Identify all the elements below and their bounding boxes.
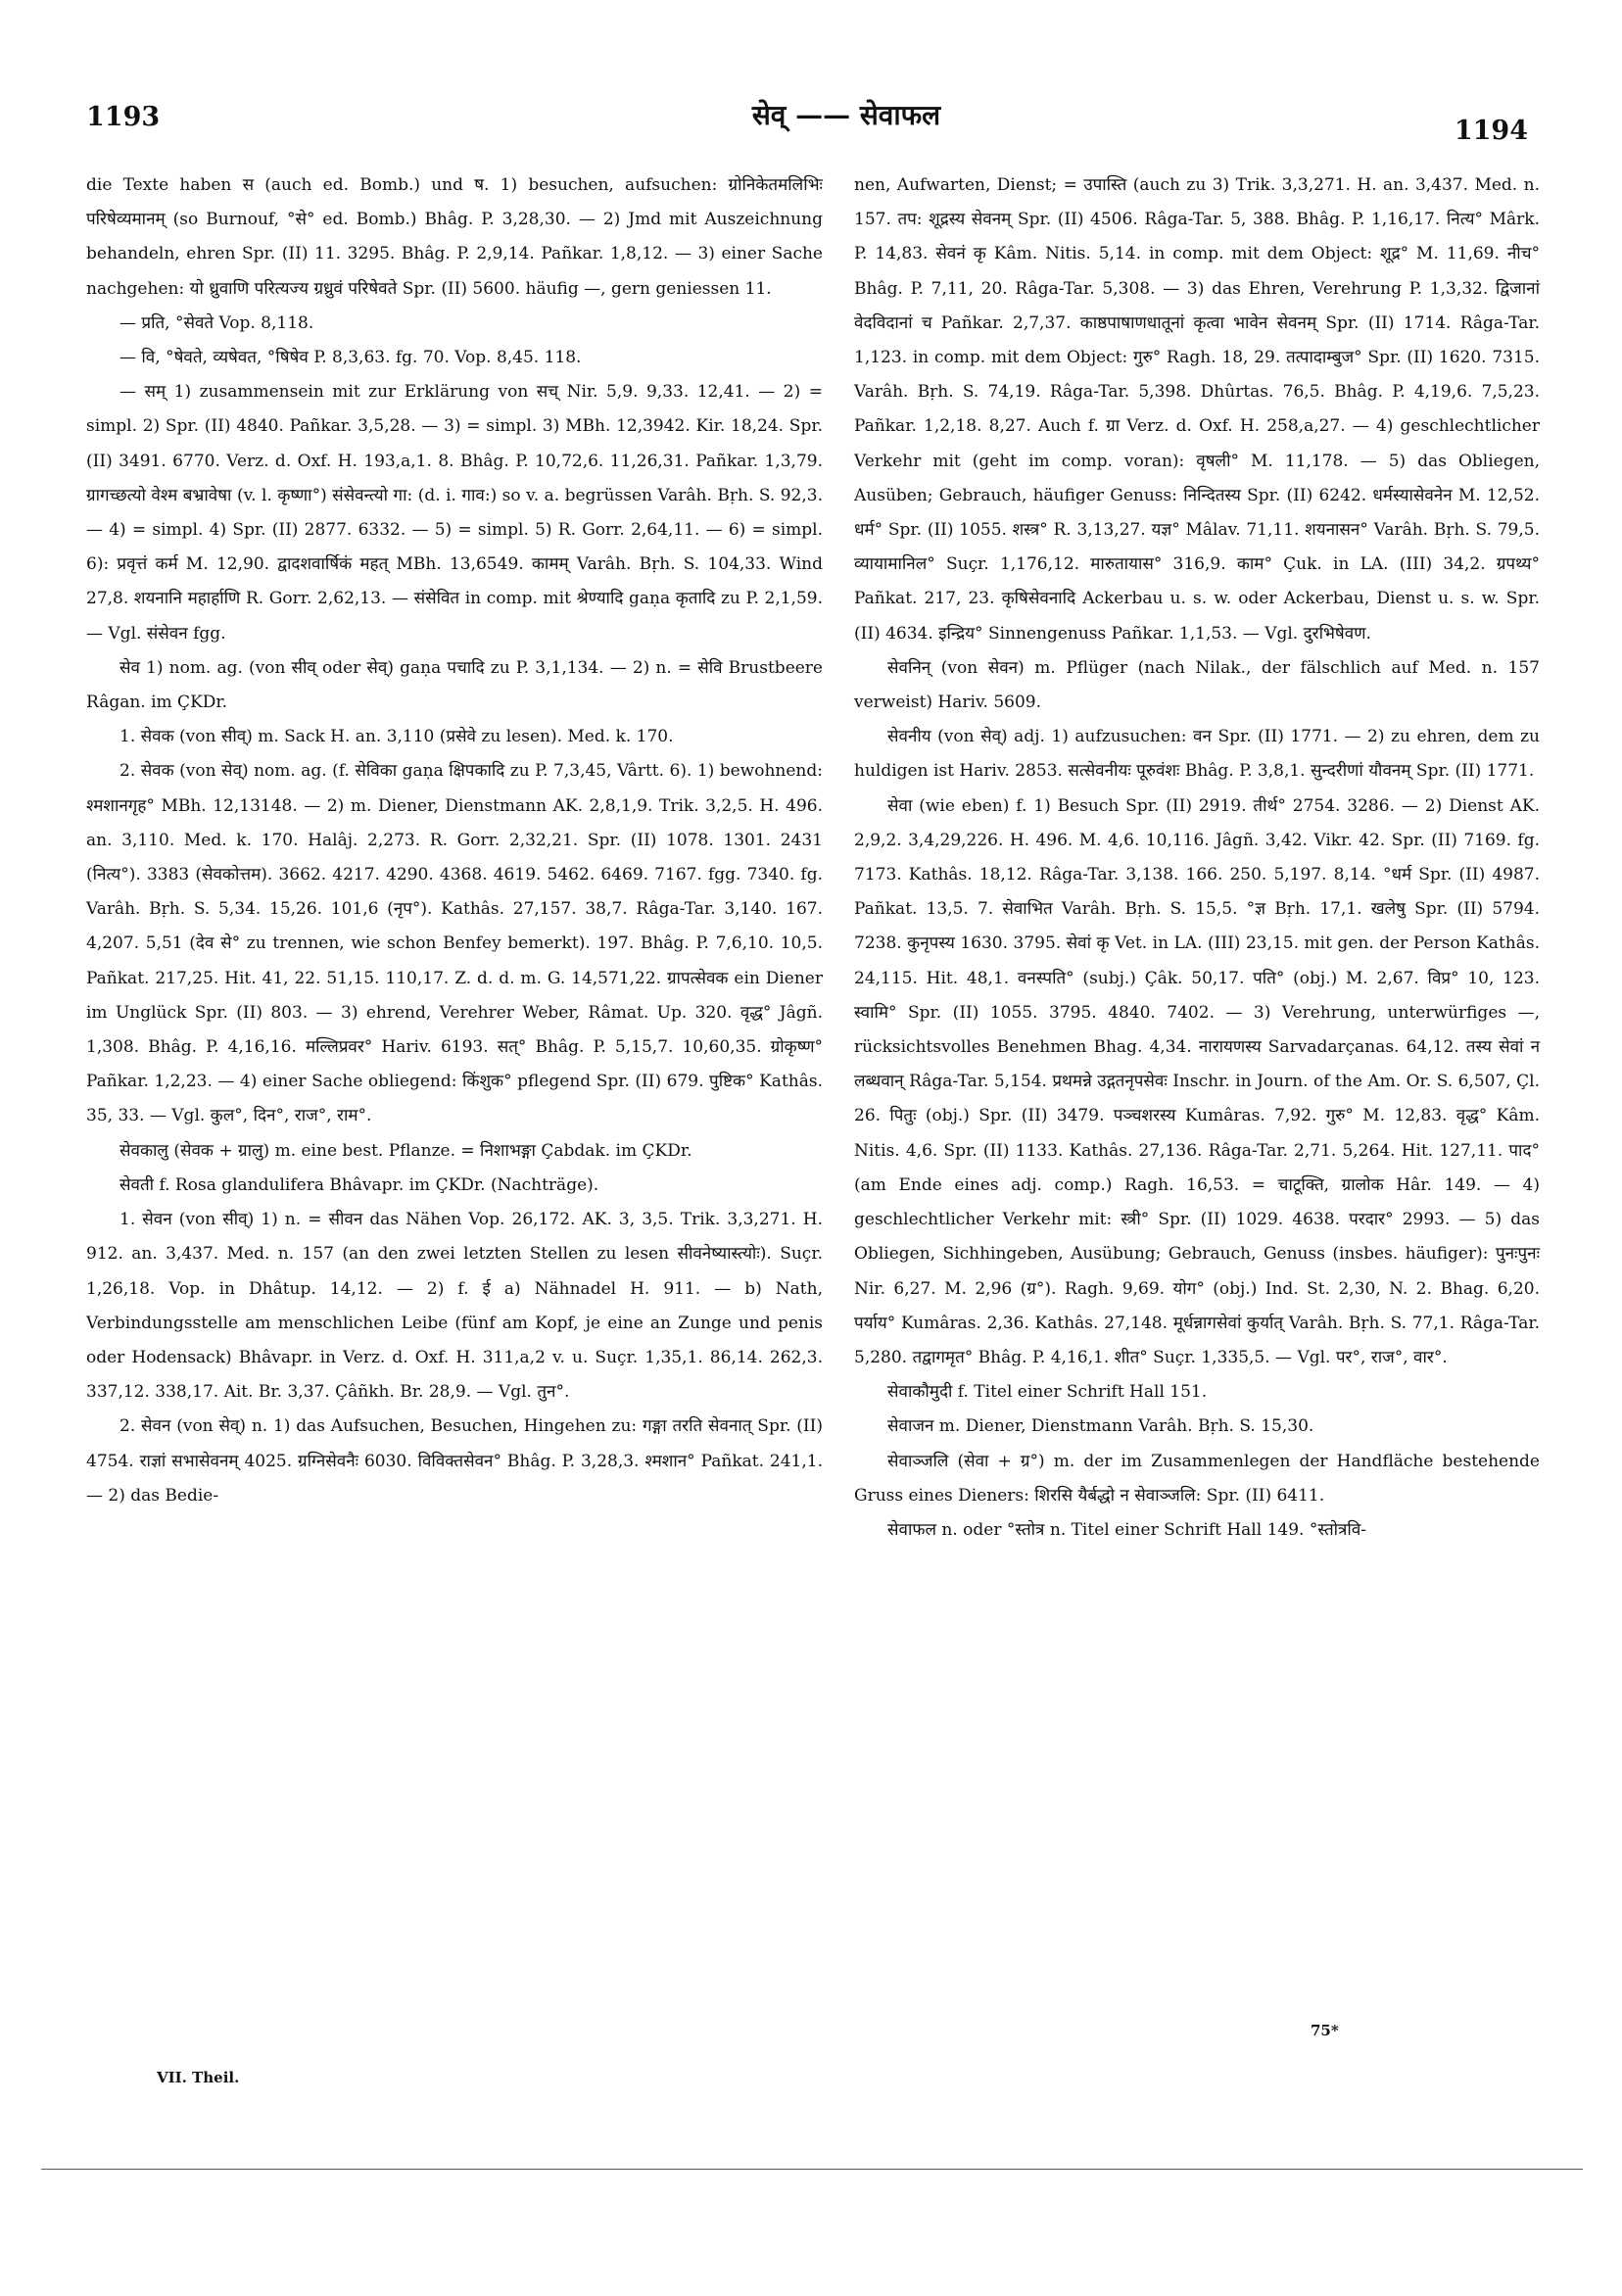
entry-paragraph: सेवती f. Rosa glandulifera Bhâvapr. im ÇKDr. (Nachträge). (119, 1174, 599, 1195)
entry-paragraph: सेवा (wie eben) f. 1) Besuch Spr. (II) 2919. तीर्थ° 2754. 3286. — 2) Dienst AK. 2,9,2. 3,4,29,226. H. 496. M. 4,6. 10,116. Jâgñ. 3,42. Vikr. 42. Spr. (II) 7169. fg. 7173. Kathâs. 18,12. Râga-Tar. 3,138. 166. 250. 5,197. 8,14. °धर्म Spr. (II) 4987. Pañkat. 13,5. 7. सेवाभित Varâh. Bṛh. S. 15,5. °ज्ञ Bṛh. 17,1. खलेषु Spr. (II) 5794. 7238. कुनृपस्य 1630. 3795. सेवां कृ Vet. in LA. (III) 23,15. mit gen. der Person Kathâs. 24,115. Hit. 48,1. वनस्पति° (subj.) Çâk. 50,17. पति° (obj.) M. 2,67. विप्र° 10, 123. स्वामि° Spr. (II) 1055. 3795. 4840. 7402. — 3) Verehrung, unterwürfiges —, rücksichtsvolles Benehmen Bhag. 4,34. नारायणस्य Sarvadarçanas. 64,12. तस्य सेवां न लब्धवान् Râga-Tar. 5,154. प्रथमन्ने उद्गतनृपसेवः Inschr. in Journ. of the Am. Or. S. 6,507, Çl. 26. पितुः (obj.) Spr. (II) 3479. पञ्चशरस्य Kumâras. 7,92. गुरु° M. 12,83. वृद्ध° Kâm. Nitis. 4,6. Spr. (II) 1133. Kathâs. 27,136. Râga-Tar. 2,71. 5,264. Hit. 127,11. पाद° (am Ende eines adj. comp.) Ragh. 16,53. = चाटूक्ति, ग्रालोक Hâr. 149. — 4) geschlechtlicher Verkehr mit: स्त्री° Spr. (II) 1029. 4638. परदार° 2993. — 5) das Obliegen, Sichhingeben, Ausübung; Gebrauch, Genuss (insbes. häufiger): पुनःपुनः Nir. 6,27. M. 2,96 (ग्र°). Ragh. 9,69. योग° (obj.) Ind. St. 2,30, N. 2. Bhag. 6,20. पर्याय° Kumâras. 2,36. Kathâs. 27,148. मूर्धन्नागसेवां कुर्यात् Varâh. Bṛh. S. 77,1. Râga-Tar. 5,280. तद्वागमृत° Bhâg. P. 4,16,1. शीत° Suçr. 1,335,5. — Vgl. पर°, राज°, वार°. (854, 795, 1540, 1367)
page-number-right: 1194 (1454, 116, 1528, 146)
entry-paragraph: 2. सेवन (von सेव्) n. 1) das Aufsuchen, Besuchen, Hingehen zu: गङ्गा तरति सेवनात् Spr. (II) 4754. राज्ञां सभासेवनम् 4025. ग्रग्निसेवनैः 6030. विविक्तसेवन° Bhâg. P. 3,28,3. श्मशान° Pañkat. 241,1. — 2) das Bedie- (86, 1416, 823, 1506)
entry-paragraph: सेवनिन् (von सेवन) m. Pflüger (nach Nilak., der fälschlich auf Med. n. 157 verweist) Hariv. 5609. (854, 657, 1540, 713)
left-column (86, 168, 823, 1513)
entry-paragraph: die Texte haben स (auch ed. Bomb.) und ष. 1) besuchen, aufsuchen: ग्रोनिकेतमलिभिः परिषेव्यमानम् (so Burnouf, °से° ed. Bomb.) Bhâg. P. 3,28,30. — 2) Jmd mit Auszeichnung behandeln, ehren Spr. (II) 11. 3295. Bhâg. P. 2,9,14. Pañkar. 1,8,12. — 3) einer Sache nachgehen: यो ध्रुवाणि परित्यज्य ग्रध्रुवं परिषेवते Spr. (II) 5600. häufig —, gern geniessen 11. (86, 175, 823, 299)
entry-paragraph: — वि, °षेवते, व्यषेवत, °षिषेव P. 8,3,63. fg. 70. Vop. 8,45. 118. (119, 348, 582, 368)
right-column (854, 168, 1540, 1548)
entry-paragraph: 1. सेवन (von सीव्) 1) n. = सीवन das Nähen Vop. 26,172. AK. 3, 3,5. Trik. 3,3,271. H. 912. an. 3,437. Med. n. 157 (an den zwei letzten Stellen zu lesen सीवनेष्यास्त्योः). Suçr. 1,26,18. Vop. in Dhâtup. 14,12. — 2) f. ई a) Nähnadel H. 911. — b) Nath, Verbindungsstelle am menschlichen Leibe (fünf am Kopf, je eine an Zunge und penis oder Hodensack) Bhâvapr. in Verz. d. Oxf. H. 311,a,2 v. u. Suçr. 1,35,1. 86,14. 262,3. 337,12. 338,17. Ait. Br. 3,37. Çâñkh. Br. 28,9. — Vgl. तुन°. (86, 1210, 823, 1403)
volume-footer: VII. Theil. (157, 2069, 240, 2086)
entry-paragraph: — प्रति, °सेवते Vop. 8,118. (119, 312, 314, 333)
page-number-left: 1193 (86, 102, 161, 132)
entry-paragraph: 2. सेवक (von सेव्) nom. ag. (f. सेविका gaṇa क्षिपकादि zu P. 7,3,45, Vârtt. 6). 1) bewohnend: श्मशानगृह° MBh. 12,13148. — 2) m. Diener, Dienstmann AK. 2,8,1,9. Trik. 3,2,5. H. 496. an. 3,110. Med. k. 170. Halâj. 2,273. R. Gorr. 2,32,21. Spr. (II) 1078. 1301. 2431 (नित्य°). 3383 (सेवकोत्तम). 3662. 4217. 4290. 4368. 4619. 5462. 6469. 7167. fgg. 7340. fg. Varâh. Bṛh. S. 5,34. 15,26. 101,6 (नृप°). Kathâs. 27,157. 38,7. Râga-Tar. 3,140. 167. 4,207. 5,51 (देव से° zu trennen, wie schon Benfey bemerkt). 197. Bhâg. P. 7,6,10. 10,5. Pañkat. 217,25. Hit. 41, 22. 51,15. 110,17. Z. d. d. m. G. 14,571,22. ग्रापत्सेवक ein Diener im Unglück Spr. (II) 803. — 3) ehrend, Verehrer Weber, Râmat. Up. 320. वृद्ध° Jâgñ. 1,308. Bhâg. P. 4,16,16. मल्लिप्रवर° Hariv. 6193. सत्° Bhâg. P. 5,15,7. 10,60,35. ग्रोकृष्ण° Pañkar. 1,2,23. — 4) einer Sache obliegend: किंशुक° pflegend Spr. (II) 679. पुष्टिक° Kathâs. 35, 33. — Vgl. कुल°, दिन°, राज°, राम°. (86, 761, 823, 1126)
entry-paragraph: nen, Aufwarten, Dienst; = उपास्ति (auch zu 3) Trik. 3,3,271. H. an. 3,437. Med. n. 157. तप: शूद्रस्य सेवनम् Spr. (II) 4506. Râga-Tar. 5, 388. Bhâg. P. 1,16,17. नित्य° Mârk. P. 14,83. सेवनं कृ Kâm. Nitis. 5,14. in comp. mit dem Object: शूद्र° M. 11,69. नीच° Bhâg. P. 7,11, 20. Râga-Tar. 5,308. — 3) das Ehren, Verehrung P. 1,3,32. द्विजानां वेदविदानां च Pañkar. 2,7,37. काष्ठपाषाणधातूनां कृत्वा भावेन सेवनम् Spr. (II) 1714. Râga-Tar. 1,123. in comp. mit dem Object: गुरु° Ragh. 18, 29. तत्पादाम्बुज° Spr. (II) 1620. 7315. Varâh. Bṛh. S. 74,19. Râga-Tar. 5,398. Dhûrtas. 76,5. Bhâg. P. 4,19,6. 7,5,23. Pañkar. 1,2,18. 8,27. Auch f. ग्रा Verz. d. Oxf. H. 258,a,27. — 4) geschlechtlicher Verkehr mit (geht im comp. voran): वृषली° M. 11,178. — 5) das Obliegen, Ausüben; Gebrauch, häufiger Genuss: निन्दितस्य Spr. (II) 6242. धर्मस्यासेवनेन M. 12,52. धर्म° Spr. (II) 1055. शस्त्र° R. 3,13,27. यज्ञ° Mâlav. 71,11. शयनासन° Varâh. Bṛh. S. 79,5. व्यायामानिल° Suçr. 1,176,12. मारुतायास° 316,9. काम° Çuk. in LA. (III) 34,2. ग्रपथ्य° Pañkat. 217, 23. कृषिसेवनादि Ackerbau u. s. w. oder Ackerbau, Dienst u. s. w. Spr. (II) 4634. इन्द्रिय° Sinnengenuss Pañkar. 1,1,53. — Vgl. दुरभिषेवण. (854, 175, 1540, 644)
bottom-rule (41, 2169, 1583, 2170)
entry-paragraph: 1. सेवक (von सीव्) m. Sack H. an. 3,110 (प्रसेवे zu lesen). Med. k. 170. (119, 727, 674, 747)
signature-mark: 75* (1311, 2022, 1339, 2039)
entry-paragraph: सेवनीय (von सेव्) adj. 1) aufzusuchen: वन Spr. (II) 1771. — 2) zu ehren, dem zu huldigen ist Hariv. 2853. सत्सेवनीयः पूरुवंशः Bhâg. P. 3,8,1. सुन्दरीणां यौवनम् Spr. (II) 1771. (854, 727, 1540, 782)
entry-paragraph: सेवाञ्जलि (सेवा + ग्र°) m. der im Zusammenlegen der Handfläche bestehende Gruss eines Dieners: शिरसि यैर्बद्धो न सेवाञ्जलि: Spr. (II) 6411. (854, 1451, 1540, 1506)
entry-paragraph: सेवाकौमुदी f. Titel einer Schrift Hall 151. (887, 1382, 1208, 1403)
running-title: सेव् —— सेवाफल (751, 99, 941, 131)
entry-paragraph: सेव 1) nom. ag. (von सीव् oder सेव्) gaṇa पचादि zu P. 3,1,134. — 2) n. = सेवि Brustbeere Râgan. im ÇKDr. (86, 657, 823, 713)
entry-paragraph: सेवाजन m. Diener, Dienstmann Varâh. Bṛh. S. 15,30. (887, 1416, 1314, 1437)
entry-paragraph: सेवकालु (सेवक + ग्रालु) m. eine best. Pflanze. = निशाभङ्गा Çabdak. im ÇKDr. (119, 1140, 692, 1161)
entry-paragraph: सेवाफल n. oder °स्तोत्र n. Titel einer Schrift Hall 149. °स्तोत्रवि- (887, 1519, 1367, 1540)
entry-paragraph: — सम् 1) zusammensein mit zur Erklärung von सच् Nir. 5,9. 9,33. 12,41. — 2) = simpl. 2) Spr. (II) 4840. Pañkar. 3,5,28. — 3) = simpl. 3) MBh. 12,3942. Kir. 18,24. Spr. (II) 3491. 6770. Verz. d. Oxf. H. 193,a,1. 8. Bhâg. P. 10,72,6. 11,26,31. Pañkar. 1,3,79. ग्रागच्छत्यो वेश्म बभ्रावेषा (v. l. कृष्णा°) संसेवन्त्यो गा: (d. i. गाव:) so v. a. begrüssen Varâh. Bṛh. S. 92,3. — 4) = simpl. 4) Spr. (II) 2877. 6332. — 5) = simpl. 5) R. Gorr. 2,64,11. — 6) = simpl. 6): प्रवृत्तं कर्म M. 12,90. द्वादशवार्षिकं महत् MBh. 13,6549. कामम् Varâh. Bṛh. S. 104,33. Wind 27,8. शयनानि महार्हाणि R. Gorr. 2,62,13. — संसेवित in comp. mit श्रेण्यादि gaṇa कृतादि zu P. 2,1,59. — Vgl. संसेवन fgg. (86, 382, 823, 644)
